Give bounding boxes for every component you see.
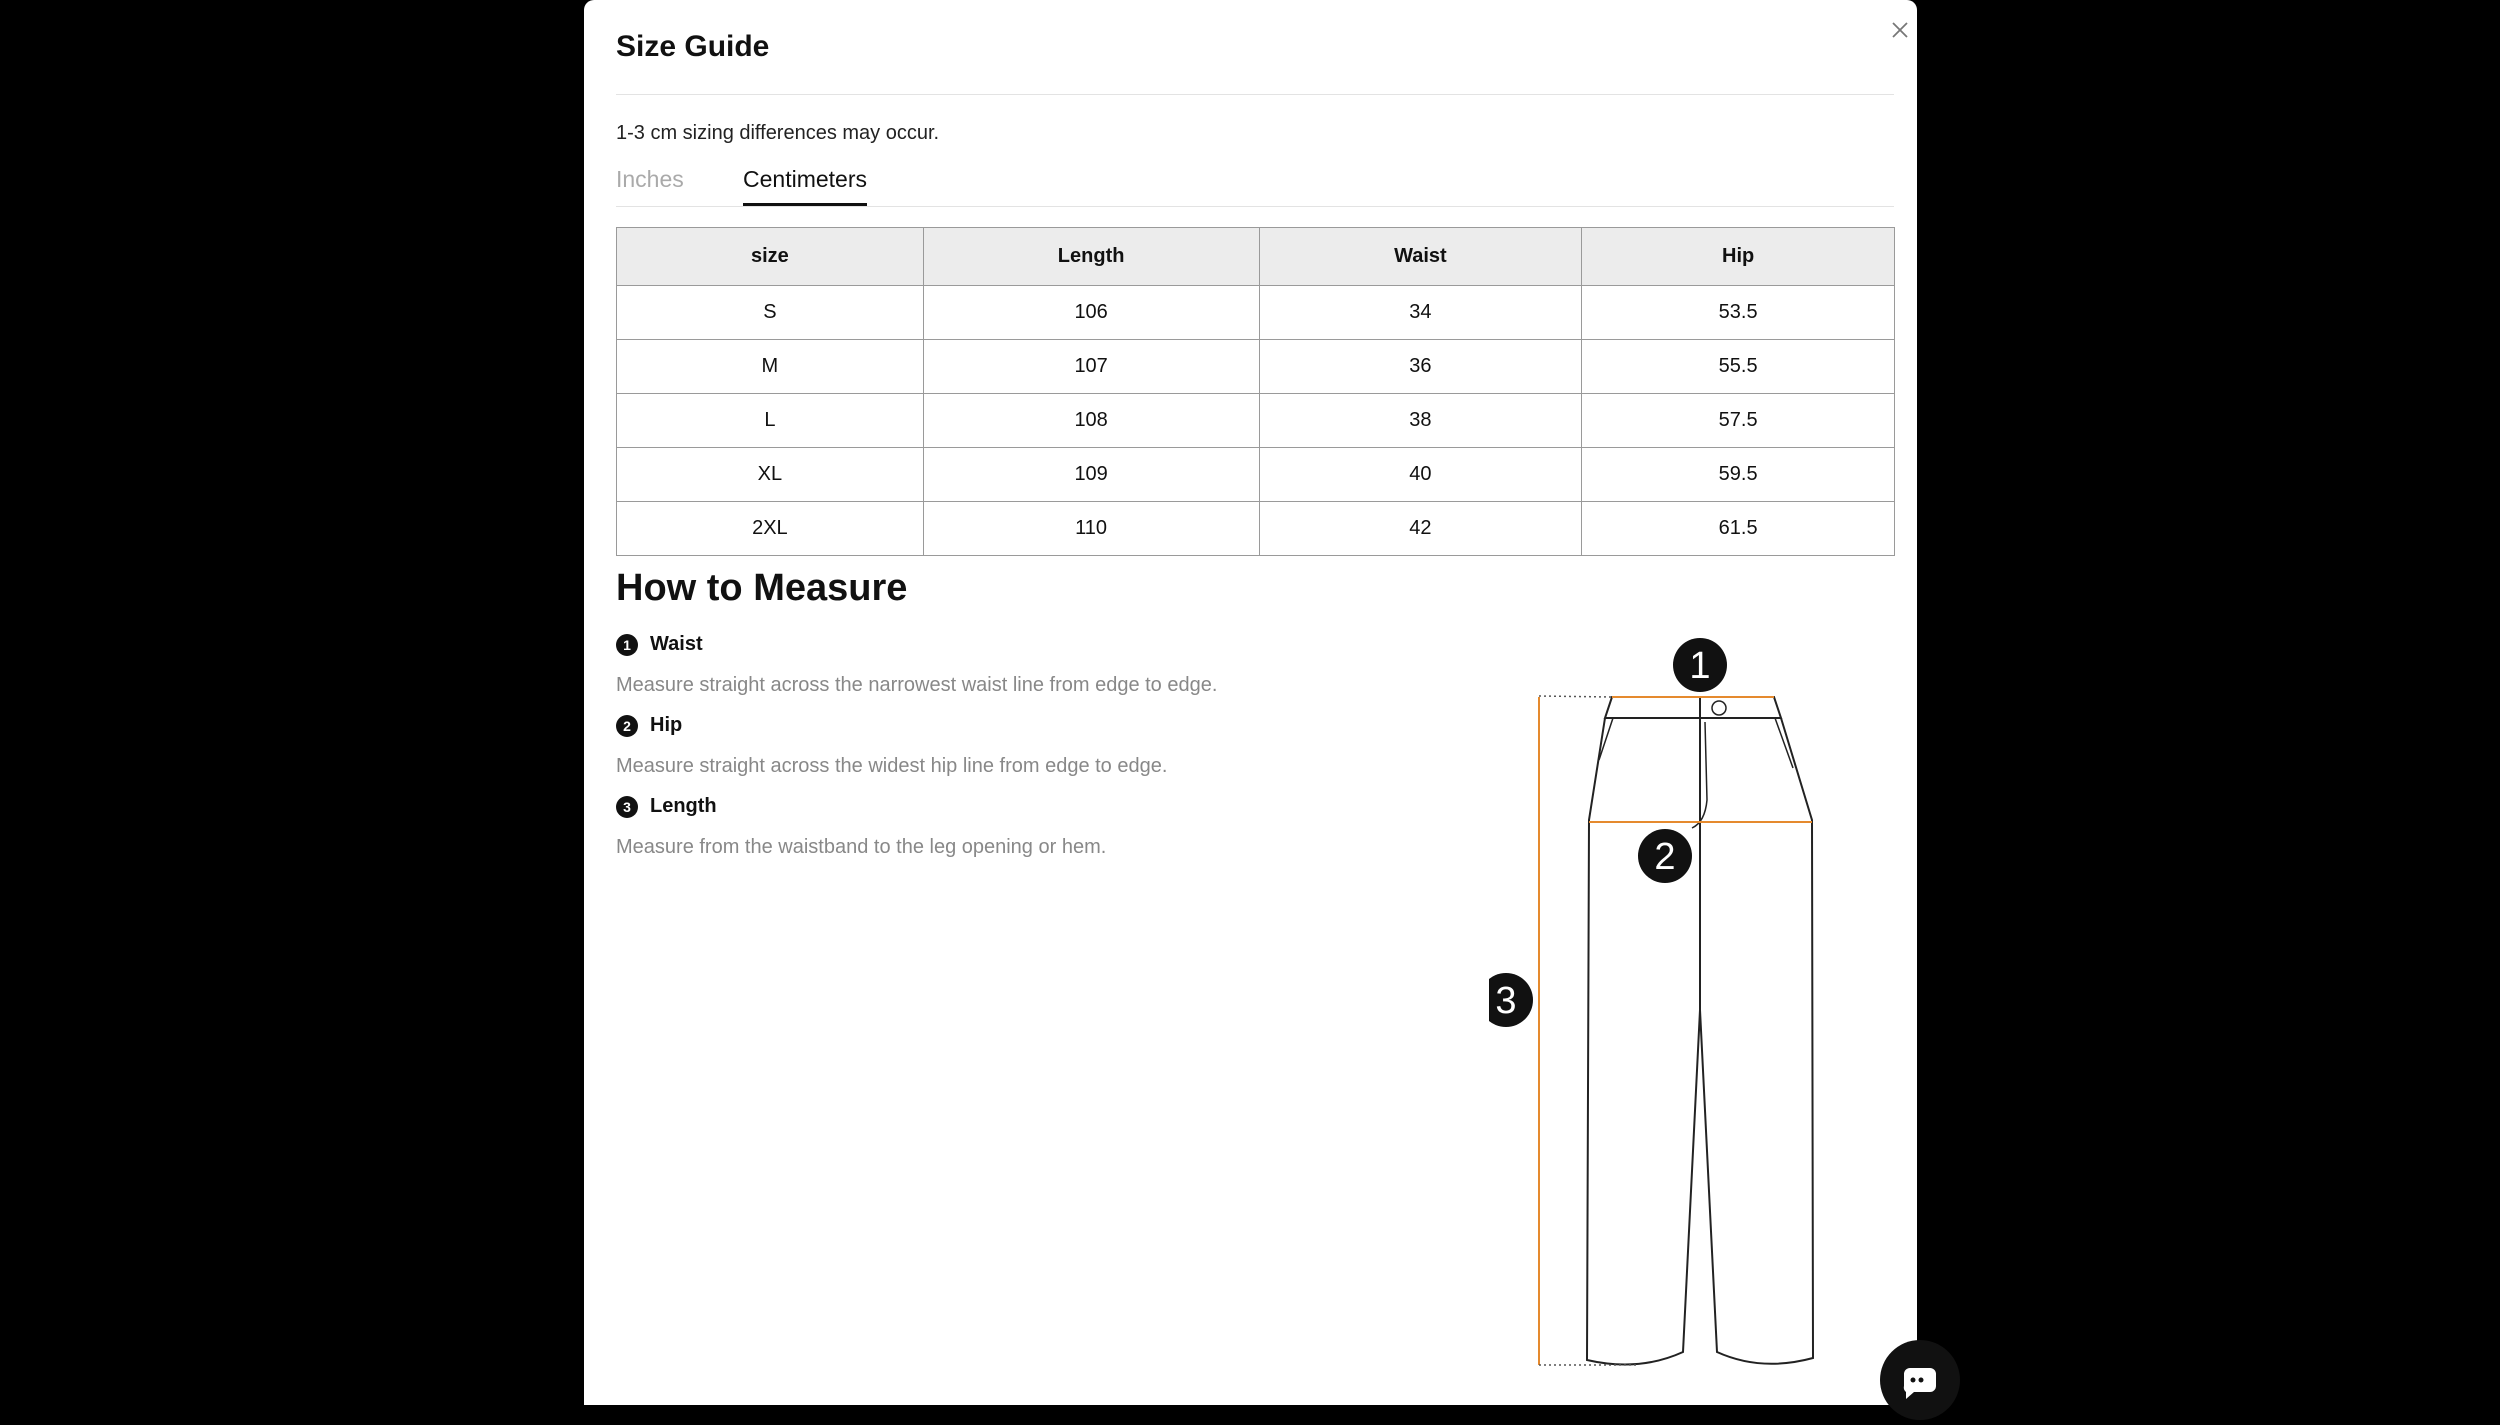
table-row [617,502,1895,556]
marker-2 [1638,829,1692,883]
cell-waist: 36 [1259,340,1582,394]
marker-3-label: 3 [1495,980,1517,1022]
pants-diagram [1489,630,1909,1370]
table-row [617,340,1895,394]
waistband-outline [1605,697,1781,718]
step-number-badge: 1 [616,634,638,656]
size-table [616,227,1895,556]
table-row [617,286,1895,340]
cell-hip: 57.5 [1582,394,1895,448]
cell-waist: 34 [1259,286,1582,340]
marker-2-label: 2 [1654,836,1676,878]
cell-waist: 38 [1259,394,1582,448]
cell-hip: 61.5 [1582,502,1895,556]
close-button[interactable] [1884,14,1916,46]
cell-length: 108 [923,394,1259,448]
step-label: Length [650,795,717,817]
close-icon [1891,21,1909,39]
step-description: Measure straight across the narrowest waist line from edge to edge. [616,674,1218,696]
tab-inches[interactable]: Inches [616,166,684,192]
tab-centimeters[interactable]: Centimeters [743,166,867,206]
cell-length: 107 [923,340,1259,394]
step-hip [616,714,682,737]
table-header-row [617,228,1895,286]
step-number-badge: 2 [616,715,638,737]
cell-hip: 53.5 [1582,286,1895,340]
cell-waist: 40 [1259,448,1582,502]
cell-size: S [617,286,924,340]
cell-size: M [617,340,924,394]
how-to-measure-title: How to Measure [616,567,908,609]
column-header-size: size [617,228,924,286]
table-row [617,448,1895,502]
cell-waist: 42 [1259,502,1582,556]
column-header-length: Length [923,228,1259,286]
step-length [616,795,717,818]
cell-size: XL [617,448,924,502]
cell-length: 109 [923,448,1259,502]
column-header-waist: Waist [1259,228,1582,286]
step-label: Hip [650,714,683,736]
cell-size: L [617,394,924,448]
sizing-note: 1-3 cm sizing differences may occur. [616,122,940,144]
step-description: Measure from the waistband to the leg opening or hem. [616,836,1107,858]
step-number-badge: 3 [616,796,638,818]
marker-1 [1673,638,1727,692]
marker-3 [1489,973,1533,1027]
button-shape [1712,701,1726,715]
chat-widget-button[interactable] [1880,1340,1960,1420]
cell-length: 110 [923,502,1259,556]
marker-1-label: 1 [1689,645,1711,687]
modal-title: Size Guide [616,30,770,63]
cell-hip: 59.5 [1582,448,1895,502]
cell-hip: 55.5 [1582,340,1895,394]
chat-icon [1880,1340,1960,1420]
column-header-hip: Hip [1582,228,1895,286]
size-guide-modal [584,0,1917,1405]
table-row [617,394,1895,448]
cell-length: 106 [923,286,1259,340]
title-divider [616,94,1894,95]
cell-size: 2XL [617,502,924,556]
step-description: Measure straight across the widest hip line from edge to edge. [616,755,1168,777]
step-label: Waist [650,633,703,655]
step-waist [616,633,703,656]
unit-tabs [616,162,1894,207]
